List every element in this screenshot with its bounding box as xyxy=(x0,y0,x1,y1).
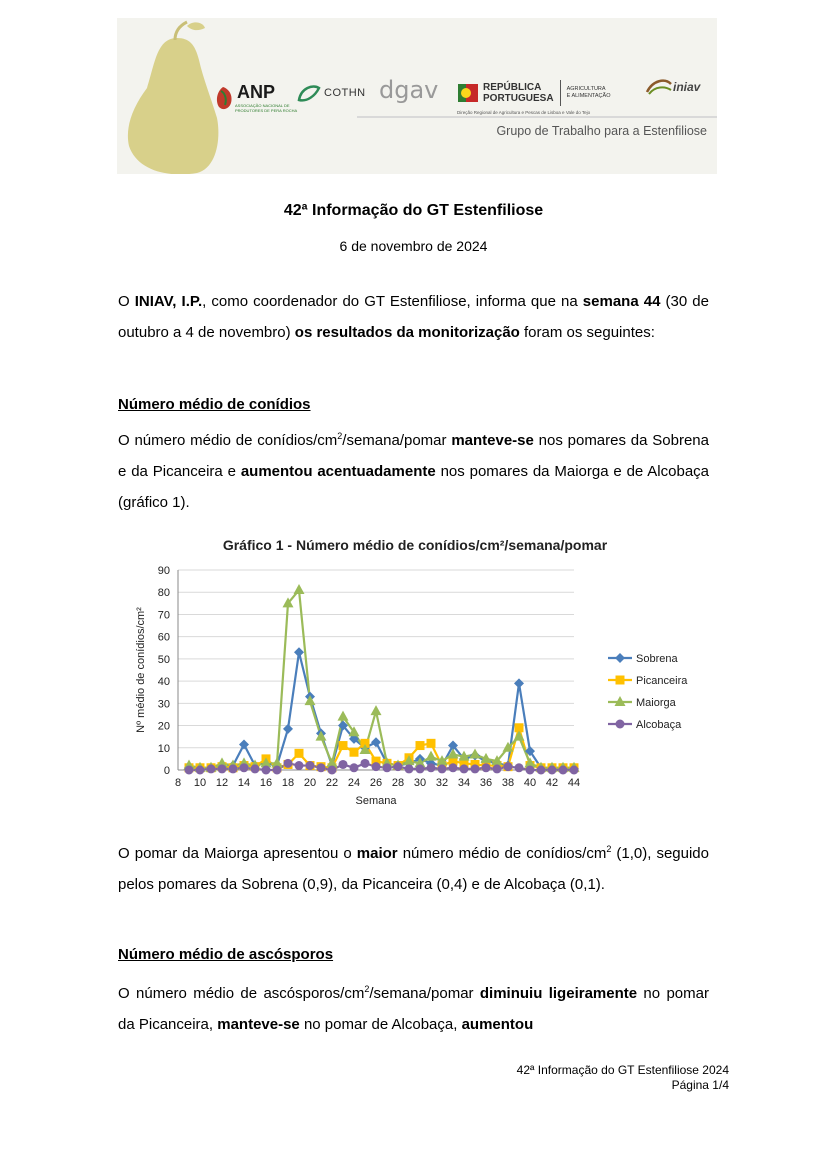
x-tick-label: 18 xyxy=(281,777,295,789)
data-point-alcobaça xyxy=(361,759,370,768)
data-point-alcobaça xyxy=(460,764,469,773)
page-footer xyxy=(517,1063,729,1093)
chart-svg xyxy=(120,530,710,830)
para-bold: diminuiu ligeiramente xyxy=(479,985,638,1002)
republica-line2: PORTUGUESA xyxy=(483,93,554,104)
y-tick-label: 90 xyxy=(157,565,170,577)
data-point-picanceira xyxy=(295,749,304,758)
data-point-alcobaça xyxy=(284,759,293,768)
data-point-alcobaça xyxy=(416,764,425,773)
ministry-line2: E ALIMENTAÇÃO xyxy=(566,93,611,99)
data-point-alcobaça xyxy=(350,763,359,772)
data-point-alcobaça xyxy=(504,762,513,771)
x-tick-label: 8 xyxy=(174,777,182,789)
y-axis-title: Nº médio de conídios/cm² xyxy=(135,607,147,733)
data-point-alcobaça xyxy=(273,766,282,775)
superscript: 2 xyxy=(337,431,343,441)
chart-title: Gráfico 1 - Número médio de conídios/cm²/semana/pomar xyxy=(222,537,608,553)
para-text: /semana/pomar xyxy=(369,985,480,1002)
x-tick-label: 24 xyxy=(347,777,361,789)
intro-text: foram os seguintes: xyxy=(519,324,655,341)
cothn-name: COTHN xyxy=(324,87,366,99)
dgav-logo xyxy=(379,76,438,104)
republica-line1: REPÚBLICA xyxy=(483,82,542,93)
para-bold: aumentou xyxy=(461,1016,534,1033)
para-text: /semana/pomar xyxy=(342,432,452,449)
x-tick-label: 10 xyxy=(193,777,207,789)
intro-bold: os resultados da monitorização xyxy=(294,324,520,341)
data-point-picanceira xyxy=(427,739,436,748)
data-point-sobrena xyxy=(371,737,381,747)
data-point-alcobaça xyxy=(339,760,348,769)
data-point-alcobaça xyxy=(537,766,546,775)
x-tick-label: 36 xyxy=(479,777,493,789)
intro-text: , como coordenador do GT Estenfiliose, informa que na xyxy=(202,293,583,310)
portugal-emblem-icon xyxy=(457,81,479,105)
legend-label: Alcobaça xyxy=(636,719,682,731)
intro-paragraph xyxy=(118,286,709,348)
data-point-alcobaça xyxy=(229,764,238,773)
document-date: 6 de novembro de 2024 xyxy=(339,238,488,254)
data-point-alcobaça xyxy=(218,764,227,773)
logo-separator xyxy=(560,80,561,106)
y-tick-label: 20 xyxy=(157,720,170,733)
data-point-alcobaça xyxy=(471,764,480,773)
anp-name: ANP xyxy=(237,82,276,102)
para-text: O pomar da Maiorga apresentou o xyxy=(118,845,357,862)
data-point-sobrena xyxy=(514,678,524,688)
data-point-maiorga xyxy=(371,705,382,715)
data-point-picanceira xyxy=(339,741,348,750)
data-point-alcobaça xyxy=(570,766,579,775)
conidios-paragraph xyxy=(118,425,709,518)
data-point-alcobaça xyxy=(548,766,557,775)
dgav-name: dgav xyxy=(379,76,439,104)
data-point-alcobaça xyxy=(328,766,337,775)
intro-bold: semana 44 xyxy=(582,293,661,310)
conidios-summary-paragraph xyxy=(118,838,709,900)
para-text: nos pomares da Sobrena e da Picanceira e xyxy=(118,432,709,480)
data-point-alcobaça xyxy=(207,764,216,773)
data-point-alcobaça xyxy=(394,762,403,771)
para-text: O número médio de conídios/cm xyxy=(118,432,338,449)
y-tick-label: 30 xyxy=(157,698,170,711)
intro-text: (30 de outubro a 4 de novembro) xyxy=(118,293,709,341)
ministry-line1: AGRICULTURA xyxy=(566,86,606,92)
para-text: O número médio de ascósporos/cm xyxy=(118,985,365,1002)
section-heading-ascosporos: Número médio de ascósporos xyxy=(118,946,334,963)
chart-conidios xyxy=(120,530,710,830)
y-tick-label: 70 xyxy=(157,609,170,622)
anp-pear-icon xyxy=(211,83,235,113)
data-point-alcobaça xyxy=(372,762,381,771)
legend-label: Picanceira xyxy=(636,675,688,687)
para-text: no pomar da Picanceira, xyxy=(118,985,709,1033)
legend-marker xyxy=(616,720,625,729)
y-tick-label: 60 xyxy=(157,631,170,644)
data-point-alcobaça xyxy=(306,761,315,770)
y-tick-label: 80 xyxy=(157,587,170,600)
x-tick-label: 30 xyxy=(413,777,427,789)
data-point-alcobaça xyxy=(240,763,249,772)
data-point-maiorga xyxy=(470,748,481,758)
data-point-maiorga xyxy=(316,731,327,741)
data-point-alcobaça xyxy=(196,766,205,775)
data-point-picanceira xyxy=(416,741,425,750)
x-tick-label: 32 xyxy=(435,777,449,789)
anp-logo xyxy=(211,82,305,113)
ascosporos-paragraph xyxy=(118,978,709,1040)
para-bold: manteve-se xyxy=(451,432,534,449)
data-point-alcobaça xyxy=(262,766,271,775)
data-point-alcobaça xyxy=(295,761,304,770)
intro-bold: INIAV, I.P. xyxy=(134,293,203,310)
data-point-alcobaça xyxy=(427,763,436,772)
footer-page-number: Página 1/4 xyxy=(671,1078,729,1092)
y-tick-label: 40 xyxy=(157,676,170,689)
iniav-name: iniav xyxy=(673,80,701,94)
regional-direction: Direção Regional de Agricultura e Pescas de Lisboa e Vale do Tejo xyxy=(457,110,591,115)
legend-marker xyxy=(616,676,625,685)
para-text: número médio de conídios/cm xyxy=(397,845,607,862)
data-point-alcobaça xyxy=(559,766,568,775)
data-point-alcobaça xyxy=(405,764,414,773)
document-title: 42ª Informação do GT Estenfiliose xyxy=(283,202,544,219)
section-heading-conidios: Número médio de conídios xyxy=(118,396,311,413)
anp-subtitle: ASSOCIAÇÃO NACIONAL DE PRODUTORES DE PERA ROCHA xyxy=(235,103,298,113)
x-axis-title: Semana xyxy=(355,795,397,807)
para-text: (1,0), seguido pelos pomares da Sobrena (0,9), da Picanceira (0,4) e de Alcobaça (0,1). xyxy=(118,845,709,893)
banner-divider xyxy=(357,116,717,118)
y-tick-label: 10 xyxy=(157,742,170,755)
legend-label: Sobrena xyxy=(636,653,678,665)
x-tick-label: 22 xyxy=(325,777,339,789)
data-point-maiorga xyxy=(294,584,305,594)
data-point-alcobaça xyxy=(317,763,326,772)
legend-marker xyxy=(615,653,625,663)
footer-doc-name: 42ª Informação do GT Estenfiliose 2024 xyxy=(516,1063,729,1077)
data-point-alcobaça xyxy=(526,766,535,775)
data-point-alcobaça xyxy=(449,763,458,772)
x-tick-label: 12 xyxy=(215,777,229,789)
x-tick-label: 14 xyxy=(237,777,251,789)
cothn-leaf-icon xyxy=(297,82,321,104)
data-point-sobrena xyxy=(294,647,304,657)
data-point-alcobaça xyxy=(185,766,194,775)
series-line-sobrena xyxy=(189,652,574,769)
para-text: nos pomares da Maiorga e de Alcobaça (gráfico 1). xyxy=(118,463,710,511)
data-point-picanceira xyxy=(350,748,359,757)
cothn-logo xyxy=(297,82,366,104)
y-tick-label: 50 xyxy=(157,653,170,666)
data-point-alcobaça xyxy=(383,763,392,772)
y-tick-label: 0 xyxy=(163,765,170,777)
iniav-swoosh-icon xyxy=(645,76,673,98)
para-bold: manteve-se xyxy=(217,1016,300,1033)
superscript: 2 xyxy=(364,984,370,994)
x-tick-label: 34 xyxy=(457,777,471,789)
data-point-maiorga xyxy=(338,711,349,721)
data-point-alcobaça xyxy=(438,764,447,773)
x-tick-label: 28 xyxy=(391,777,405,789)
x-tick-label: 26 xyxy=(369,777,383,789)
intro-text: O xyxy=(118,293,135,310)
para-bold: maior xyxy=(356,845,398,862)
superscript: 2 xyxy=(606,844,612,854)
x-tick-label: 40 xyxy=(523,777,537,789)
x-tick-label: 20 xyxy=(303,777,317,789)
para-text: no pomar de Alcobaça, xyxy=(299,1016,462,1033)
data-point-alcobaça xyxy=(515,763,524,772)
legend-label: Maiorga xyxy=(636,697,676,709)
data-point-alcobaça xyxy=(493,764,502,773)
x-tick-label: 16 xyxy=(259,777,273,789)
x-tick-label: 38 xyxy=(501,777,515,789)
x-tick-label: 42 xyxy=(545,777,559,789)
para-bold: aumentou acentuadamente xyxy=(240,463,436,480)
data-point-alcobaça xyxy=(482,763,491,772)
data-point-alcobaça xyxy=(251,764,260,773)
group-name: Grupo de Trabalho para a Estenfiliose xyxy=(496,124,707,138)
iniav-logo xyxy=(645,76,700,98)
x-tick-label: 44 xyxy=(567,777,581,789)
header-banner xyxy=(117,18,717,174)
republica-logo xyxy=(457,80,611,115)
